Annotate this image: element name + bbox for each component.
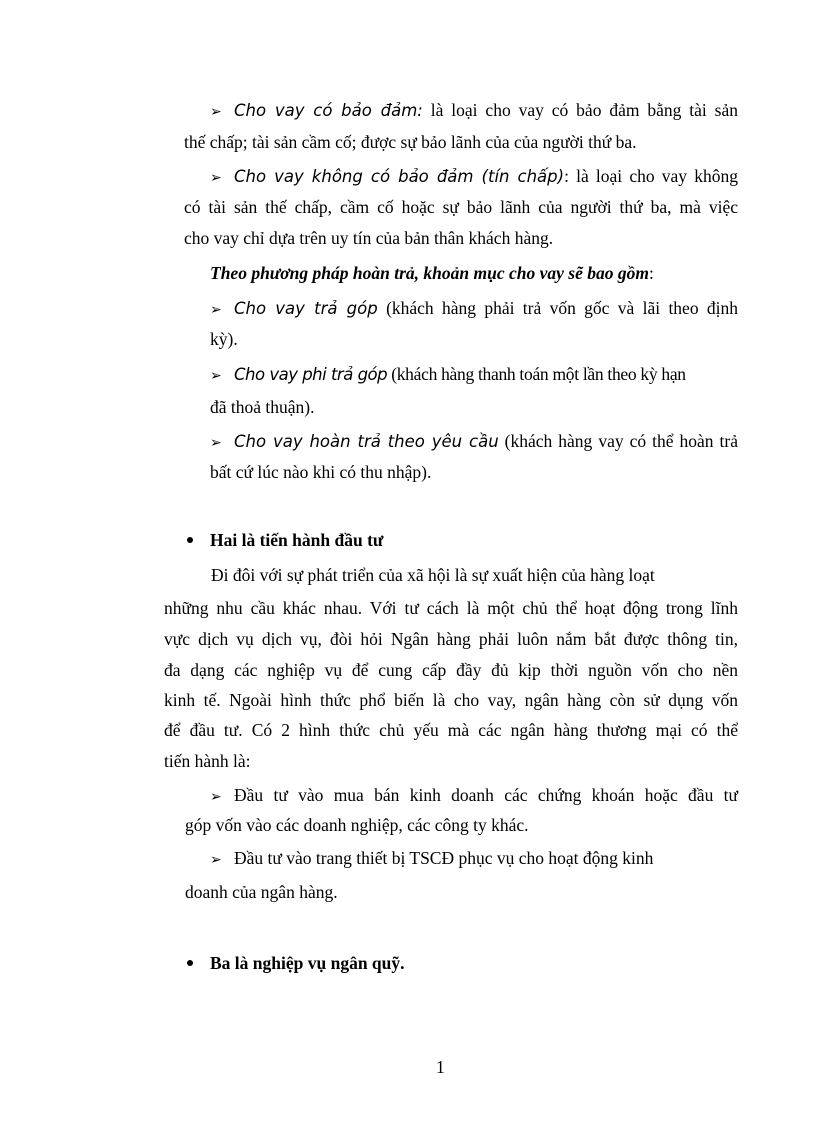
on-demand-line-2: bất cứ lúc nào khi có thu nhập).: [210, 462, 432, 482]
investment-para-line-6: để đầu tư. Có 2 hình thức chủ yếu mà các ngân hàng thương mại có thể: [164, 720, 738, 740]
arrow-bullet-icon: ➢: [210, 435, 222, 451]
arrow-bullet-icon: ➢: [210, 852, 222, 868]
non-installment-desc: (khách hàng thanh toán một lần theo kỳ hạn: [391, 364, 686, 384]
unsecured-loan-line-1: [210, 165, 738, 189]
on-demand-term: Cho vay hoàn trả theo yêu cầu: [234, 432, 499, 451]
installment-line-2: kỳ).: [210, 329, 238, 349]
repayment-heading-colon: :: [648, 263, 654, 283]
non-installment-term: Cho vay phi trả góp: [234, 365, 388, 384]
repayment-heading: [210, 262, 654, 284]
investment-para-line-4: đa dạng các nghiệp vụ để cung cấp đầy đủ kịp thời nguồn vốn cho nền: [164, 660, 738, 680]
investment-para-line-1: Đi đôi với sự phát triển của xã hội là sự xuất hiện của hàng loạt: [211, 565, 655, 585]
non-installment-line-2: đã thoả thuận).: [210, 397, 315, 417]
page-number: 1: [436, 1057, 445, 1077]
investment-para-line-3: vực dịch vụ dịch vụ, đòi hỏi Ngân hàng phải luôn nắm bắt được thông tin,: [164, 629, 738, 649]
arrow-bullet-icon: ➢: [210, 170, 222, 186]
investment-heading: Hai là tiến hành đầu tư: [210, 530, 384, 550]
arrow-bullet-icon: ➢: [210, 789, 222, 805]
investment-para-line-5: kinh tế. Ngoài hình thức phổ biến là cho vay, ngân hàng còn sử dụng vốn: [164, 690, 738, 710]
repayment-heading-text: Theo phương pháp hoàn trả, khoản mục cho vay sẽ bao gồm: [210, 263, 649, 283]
installment-term: Cho vay trả góp: [234, 299, 378, 318]
unsecured-loan-desc: : là loại cho vay không: [564, 166, 738, 186]
unsecured-loan-line-3: cho vay chỉ dựa trên uy tín của bản thân khách hàng.: [184, 228, 554, 248]
round-bullet-icon: [187, 960, 193, 966]
treasury-heading: Ba là nghiệp vụ ngân quỹ.: [210, 953, 405, 973]
installment-line-1: [210, 297, 738, 321]
unsecured-loan-term: Cho vay không có bảo đảm (tín chấp): [234, 167, 565, 186]
non-installment-line-1: [210, 363, 686, 387]
secured-loan-desc: là loại cho vay có bảo đảm bằng tài sản: [430, 100, 739, 120]
investment-para-line-2: những nhu cầu khác nhau. Với tư cách là một chủ thể hoạt động trong lĩnh: [164, 598, 738, 618]
on-demand-desc: (khách hàng vay có thể hoàn trả: [504, 431, 738, 451]
investment-item-2-text: Đầu tư vào trang thiết bị TSCĐ phục vụ cho hoạt động kinh: [234, 848, 654, 868]
investment-item-1-text: Đầu tư vào mua bán kinh doanh các chứng khoán hoặc đầu tư: [234, 785, 738, 805]
installment-desc: (khách hàng phải trả vốn gốc và lãi theo định: [386, 298, 739, 318]
unsecured-loan-line-2: có tài sản thế chấp, cầm cố hoặc sự bảo lãnh của người thứ ba, mà việc: [184, 197, 738, 217]
secured-loan-term: Cho vay có bảo đảm:: [234, 101, 423, 120]
arrow-bullet-icon: ➢: [210, 302, 222, 318]
round-bullet-icon: [187, 537, 193, 543]
investment-item-1-line-1: [210, 784, 738, 808]
secured-loan-line-1: [210, 99, 738, 123]
investment-item-2-line-1: [210, 847, 653, 871]
investment-item-2-line-2: doanh của ngân hàng.: [185, 882, 338, 902]
investment-para-line-7: tiến hành là:: [164, 751, 251, 771]
on-demand-line-1: [210, 430, 738, 454]
investment-item-1-line-2: góp vốn vào các doanh nghiệp, các công ty khác.: [185, 815, 529, 835]
arrow-bullet-icon: ➢: [210, 368, 222, 384]
secured-loan-line-2: thế chấp; tài sản cầm cố; được sự bảo lãnh của của người thứ ba.: [184, 132, 637, 152]
arrow-bullet-icon: ➢: [210, 104, 222, 120]
